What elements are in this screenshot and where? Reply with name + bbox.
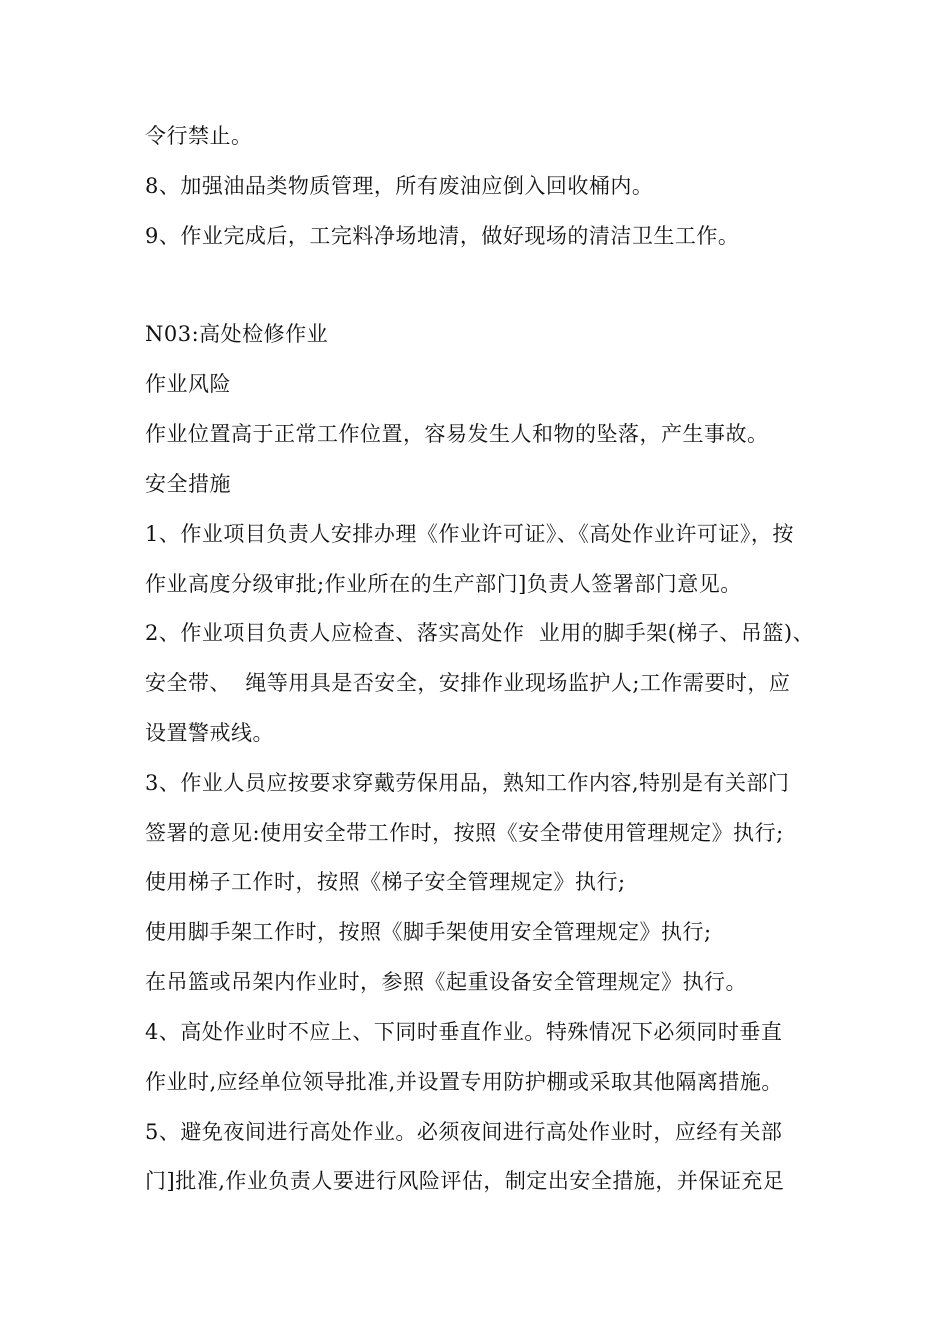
text-line: 作业位置高于正常工作位置，容易发生人和物的坠落，产生事故。 [145,422,769,446]
text-line: 2、作业项目负责人应检查、落实高处作 业用的脚手架(梯子、吊篮)、 [145,621,815,645]
text-line: 设置警戒线。 [145,721,274,745]
text-line: 1、作业项目负责人安排办理《作业许可证》、《高处作业许可证》，按 [145,522,794,546]
subheading-measures: 安全措施 [145,472,231,496]
text-line: 使用脚手架工作时，按照《脚手架使用安全管理规定》执行; [145,920,712,944]
text-line: 4、高处作业时不应上、下同时垂直作业。特殊情况下必须同时垂直 [145,1020,783,1044]
text-line: 令行禁止。 [145,124,253,148]
text-line: 在吊篮或吊架内作业时，参照《起重设备安全管理规定》执行。 [145,970,747,994]
text-line: 9、作业完成后，工完料净场地清，做好现场的清洁卫生工作。 [145,224,740,248]
text-line: 门]批准,作业负责人要进行风险评估，制定出安全措施，并保证充足 [145,1169,785,1193]
text-line: 签署的意见:使用安全带工作时，按照《安全带使用管理规定》执行; [145,821,784,845]
text-line: 作业高度分级审批;作业所在的生产部门]负责人签署部门意见。 [145,572,742,596]
text-line: 8、加强油品类物质管理，所有废油应倒入回收桶内。 [145,174,654,198]
text-line: 3、作业人员应按要求穿戴劳保用品，熟知工作内容,特别是有关部门 [145,771,790,795]
text-line: 安全带、 绳等用具是否安全，安排作业现场监护人;工作需要时，应 [145,671,791,695]
section-heading: N03:高处检修作业 [145,322,329,346]
text-line: 作业时,应经单位领导批准,并设置专用防护棚或采取其他隔离措施。 [145,1070,783,1094]
text-line: 5、避免夜间进行高处作业。必须夜间进行高处作业时，应经有关部 [145,1120,783,1144]
text-line: 使用梯子工作时，按照《梯子安全管理规定》执行; [145,870,626,894]
subheading-risk: 作业风险 [145,372,231,396]
